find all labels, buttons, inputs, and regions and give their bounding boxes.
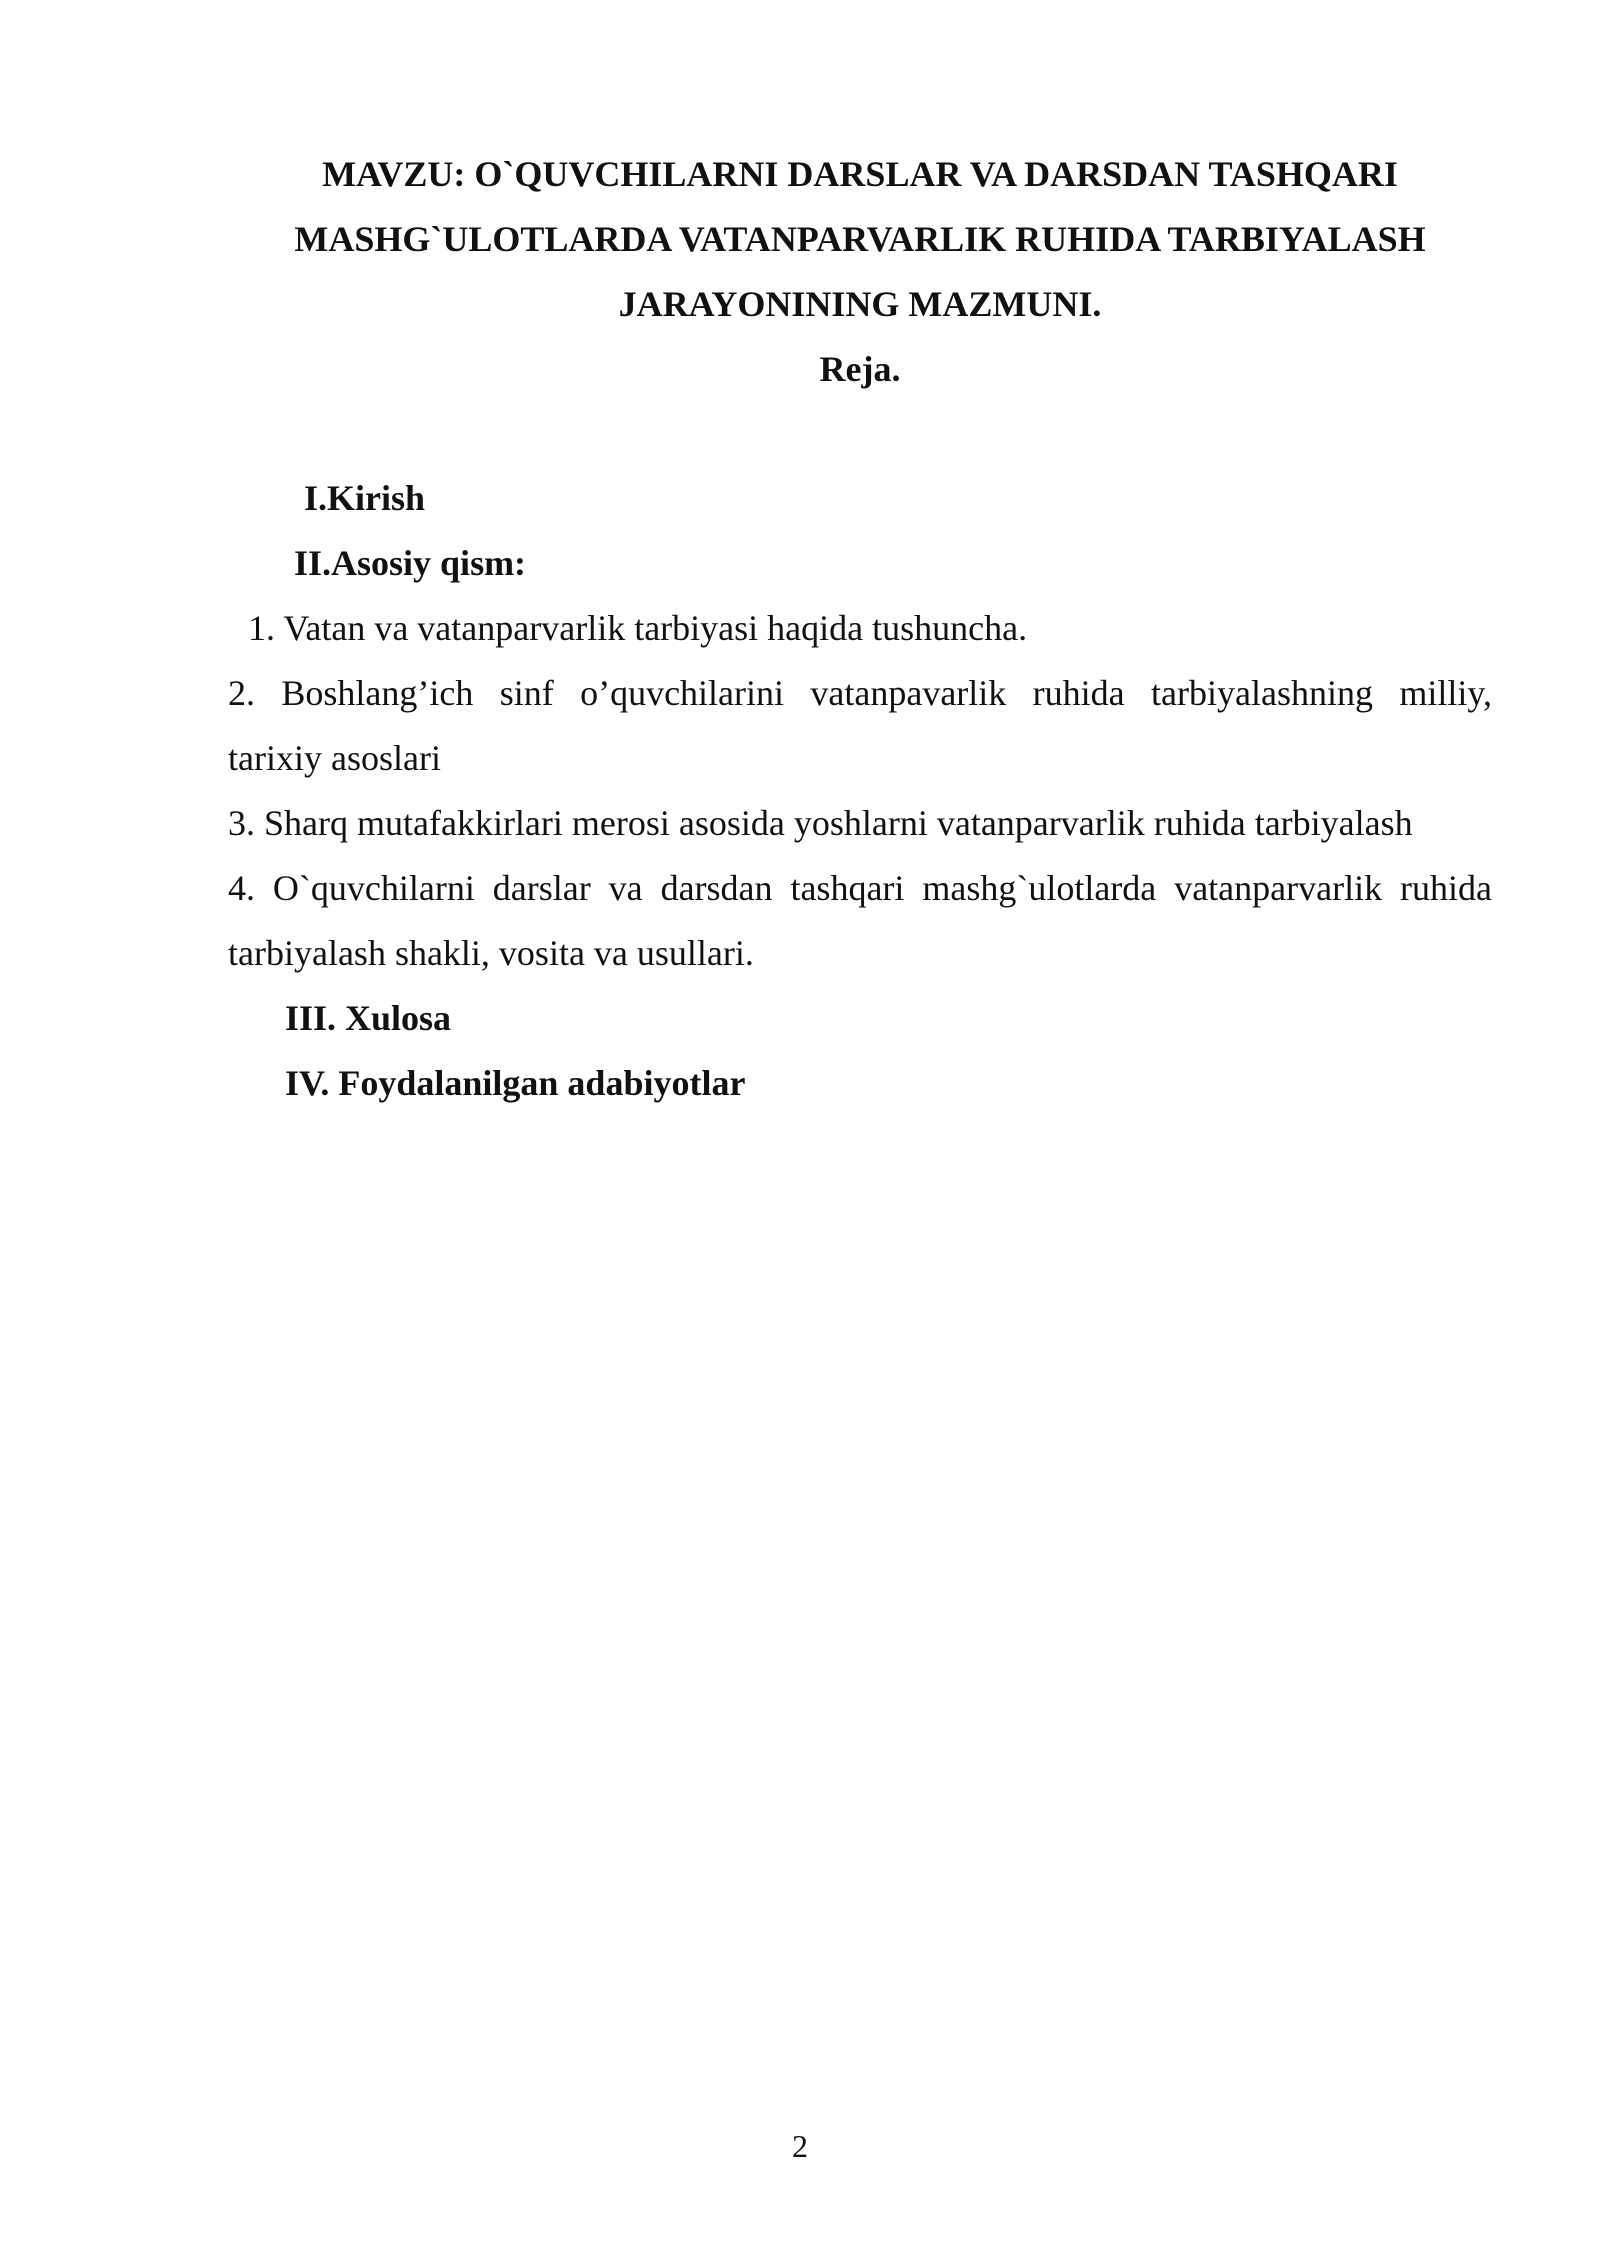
plan-item-3: 3. Sharq mutafakkirlari merosi asosida yoshlarni vatanparvarlik ruhida tarbiyalash	[228, 803, 1413, 843]
title-line-2: MASHG`ULOTLARDA VATANPARVARLIK RUHIDA TARBIYALASH	[294, 219, 1426, 259]
plan-item-2-line-1: 2. Boshlang’ich sinf o’quvchilarini vatanpavarlik ruhida tarbiyalashning milliy,	[228, 673, 1492, 713]
page-number: 2	[792, 2128, 808, 2164]
plan-item-4-line-1: 4. O`quvchilarni darslar va darsdan tashqari mashg`ulotlarda vatanparvarlik ruhida	[228, 868, 1492, 908]
title-line-1: MAVZU: O`QUVCHILARNI DARSLAR VA DARSDAN TASHQARI	[322, 154, 1398, 194]
plan-conclusion: III. Xulosa	[285, 998, 452, 1038]
plan-item-4-line-2: tarbiyalash shakli, vosita va usullari.	[228, 933, 754, 973]
plan-intro: I.Kirish	[304, 478, 426, 518]
plan-heading: Reja.	[819, 349, 901, 389]
plan-main-part: II.Asosiy qism:	[294, 543, 527, 583]
title-line-3: JARAYONINING MAZMUNI.	[618, 284, 1102, 324]
plan-item-2-line-2: tarixiy asoslari	[228, 738, 441, 778]
plan-references: IV. Foydalanilgan adabiyotlar	[285, 1063, 746, 1103]
plan-item-1: 1. Vatan va vatanparvarlik tarbiyasi haqida tushuncha.	[248, 608, 1028, 648]
